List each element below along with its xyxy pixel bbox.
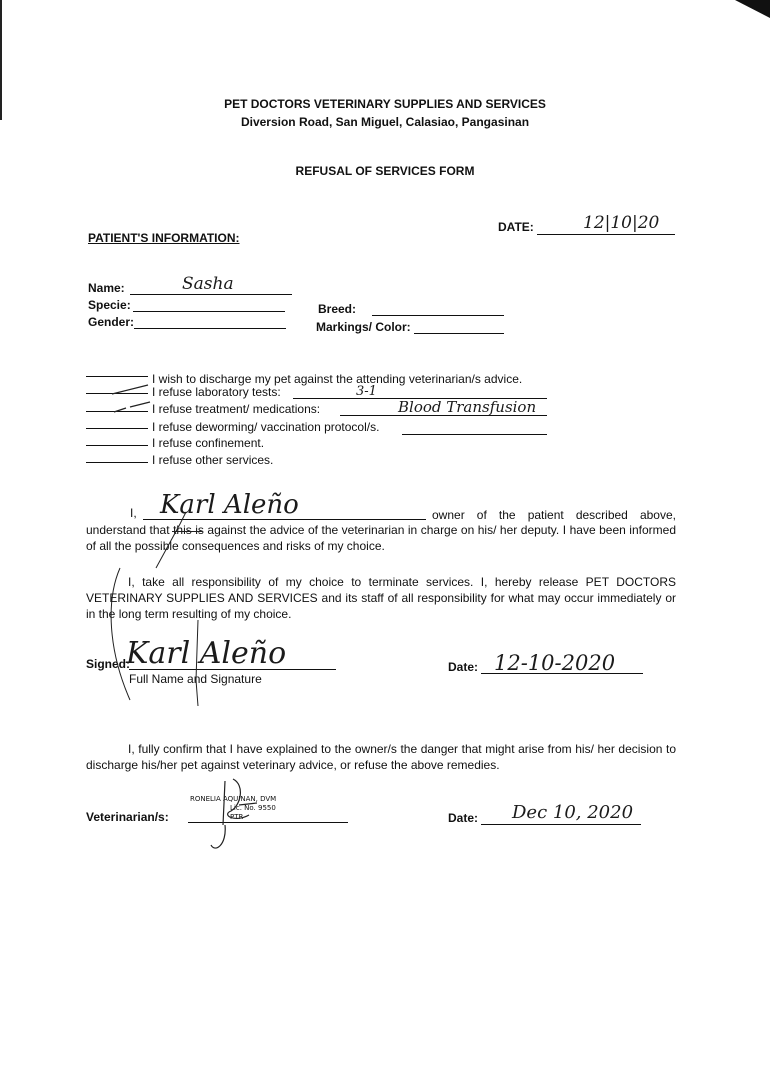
release-text: I, take all responsibility of my choice to terminate services. I, hereby release PET DOCTORS VETERINARY SUPPLIES AND SERVICES and its staff of all responsibility for what may occur immediately or in the long term resulting of my choice. — [86, 575, 676, 621]
option-text: I wish to discharge my pet against the attending veterinarian/s advice. — [152, 372, 523, 386]
name-line[interactable] — [130, 294, 292, 295]
declaration-text: understand that this is against the advice of the veterinarian in charge on his/ her deputy. I have been informed of all the possible consequences and risks of my choice. — [86, 523, 676, 553]
owner-name-value: Karl Aleño — [160, 490, 299, 520]
date-value: 12|10|20 — [583, 213, 660, 233]
declaration-prefix: I, — [130, 506, 137, 520]
name-value: Sasha — [182, 274, 234, 294]
company-name: PET DOCTORS VETERINARY SUPPLIES AND SERVICES — [224, 97, 546, 111]
markings-label: Markings/ Color: — [316, 320, 411, 334]
checkmark-icon — [110, 383, 150, 397]
option-blank[interactable] — [86, 376, 148, 377]
vet-date-label: Date: — [448, 811, 479, 825]
option-blank[interactable] — [86, 462, 148, 463]
date-label: DATE: — [498, 220, 534, 234]
owner-date-label: Date: — [448, 660, 479, 674]
vet-stamp-name: RONELIA AQUINAN, DVM — [190, 795, 277, 803]
option-text: I refuse other services. — [152, 453, 274, 467]
vet-confirm-text: I, fully confirm that I have explained to the owner/s the danger that might arise from his/ her decision to discharge his/her pet against veterinary advice, or refuse the above remedies. — [86, 742, 676, 772]
form-title: REFUSAL OF SERVICES FORM — [295, 164, 475, 178]
signed-label: Signed: — [86, 657, 130, 671]
option-blank[interactable] — [86, 445, 148, 446]
markings-line[interactable] — [414, 333, 504, 334]
signature-stroke — [100, 560, 210, 710]
scan-corner-mark — [735, 0, 770, 20]
option-value: Blood Transfusion — [398, 398, 537, 416]
patients-information-heading: PATIENT'S INFORMATION: — [88, 231, 240, 245]
owner-date-value: 12-10-2020 — [494, 651, 616, 675]
option-value-line[interactable] — [402, 434, 547, 435]
option-text: I refuse deworming/ vaccination protocol/s. — [152, 420, 380, 434]
breed-line[interactable] — [372, 315, 504, 316]
company-address: Diversion Road, San Miguel, Calasiao, Pangasinan — [240, 115, 530, 129]
declaration-line1-suffix: owner of the patient described above, — [432, 508, 676, 522]
vet-stamp-license: Lic. No. 9550 — [230, 804, 276, 812]
vet-signature-scribble — [205, 775, 265, 860]
vet-stamp-ptr: PTR — [230, 813, 244, 821]
gender-line[interactable] — [134, 328, 286, 329]
signature-caption: Full Name and Signature — [129, 672, 262, 686]
specie-label: Specie: — [88, 298, 131, 312]
owner-signature: Karl Aleño — [126, 636, 287, 671]
specie-line[interactable] — [133, 311, 285, 312]
checkmark-icon — [112, 401, 152, 415]
veterinarian-label: Veterinarian/s: — [86, 810, 169, 824]
strike-through — [172, 531, 202, 532]
option-text: I refuse treatment/ medications: — [152, 402, 321, 416]
breed-label: Breed: — [318, 302, 357, 316]
name-label: Name: — [88, 281, 125, 295]
option-text: I refuse laboratory tests: — [152, 385, 281, 399]
date-line[interactable] — [537, 234, 675, 235]
vet-date-line[interactable] — [481, 824, 641, 825]
gender-label: Gender: — [88, 315, 135, 329]
option-blank[interactable] — [86, 428, 148, 429]
option-text: I refuse confinement. — [152, 436, 265, 450]
option-value: 3-1 — [356, 384, 377, 399]
vet-date-value: Dec 10, 2020 — [512, 802, 634, 823]
